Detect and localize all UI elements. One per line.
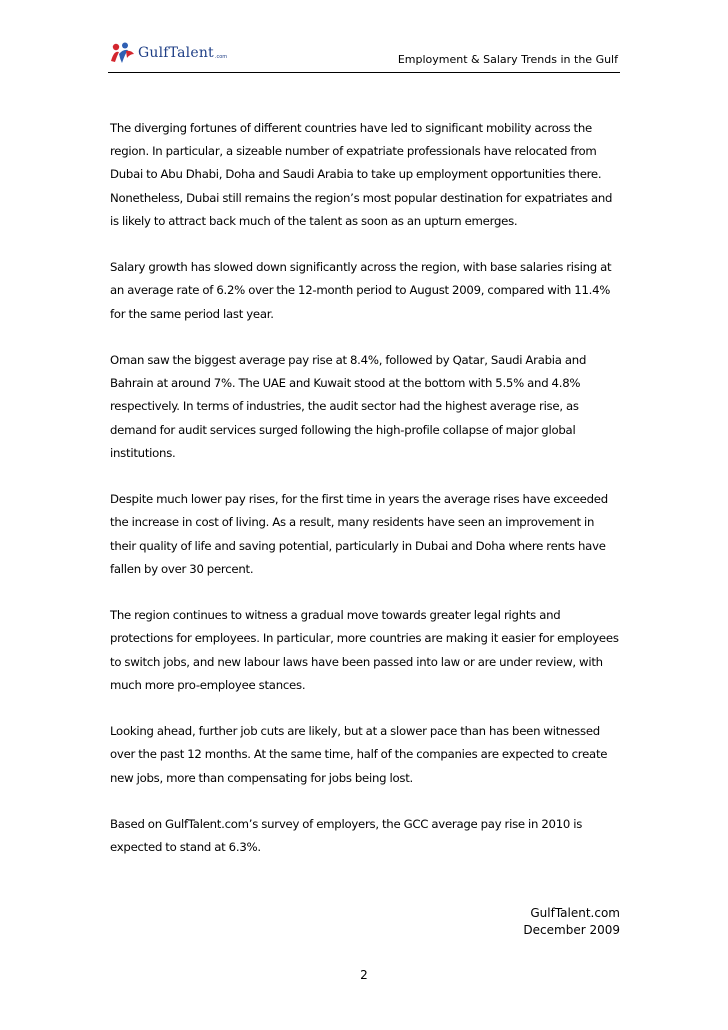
page-header [108,38,620,73]
paragraph: Looking ahead, further job cuts are likely, but at a slower pace than has been witnessed over the past 12 months. At the same time, half of the companies are expected to create new jobs, more than compensating for jobs being lost. [110,724,608,785]
paragraph: Despite much lower pay rises, for the first time in years the average rises have exceeded the increase in cost of living. As a result, many residents have seen an improvement in their quality of life and saving potential, particularly in Dubai and Doha where rents have fallen by over 30 percent. [110,492,608,576]
paragraph: The diverging fortunes of different countries have led to significant mobility across the region. In particular, a sizeable number of expatriate professionals have relocated from Dubai to Abu Dhabi, Doha and Saudi Arabia to take up employment opportunities there. Nonetheless, Dubai still remains the region’s most popular destination for expatriates and is likely to attract back much of the talent as soon as an upturn emerges. [110,121,613,228]
logo-dotcom: .com [214,54,228,60]
paragraph: Salary growth has slowed down significantly across the region, with base salaries rising at an average rate of 6.2% over the 12-month period to August 2009, compared with 11.4% for the same period last year. [110,260,612,321]
gulftalent-logo [110,41,227,65]
signature-block [523,905,620,939]
paragraph: The region continues to witness a gradual move towards greater legal rights and protections for employees. In particular, more countries are making it easier for employees to switch jobs, and new labour laws have been passed into law or are under review, with much more pro-employee stances. [110,608,619,692]
page-number: 2 [360,968,368,982]
paragraph: Oman saw the biggest average pay rise at 8.4%, followed by Qatar, Saudi Arabia and Bahrain at around 7%. The UAE and Kuwait stood at the bottom with 5.5% and 4.8% respectively. In terms of industries, the audit sector had the highest average rise, as demand for audit services surged following the high-profile collapse of major global institutions. [110,353,587,460]
logo-wordmark: GulfTalent [138,45,214,61]
signature-date: December 2009 [523,923,620,937]
document-title: Employment & Salary Trends in the Gulf [397,53,618,66]
signature-company: GulfTalent.com [530,906,620,920]
body-text [110,117,620,883]
people-logo-icon [110,41,136,65]
paragraph: Based on GulfTalent.com’s survey of employers, the GCC average pay rise in 2010 is expected to stand at 6.3%. [110,817,583,855]
